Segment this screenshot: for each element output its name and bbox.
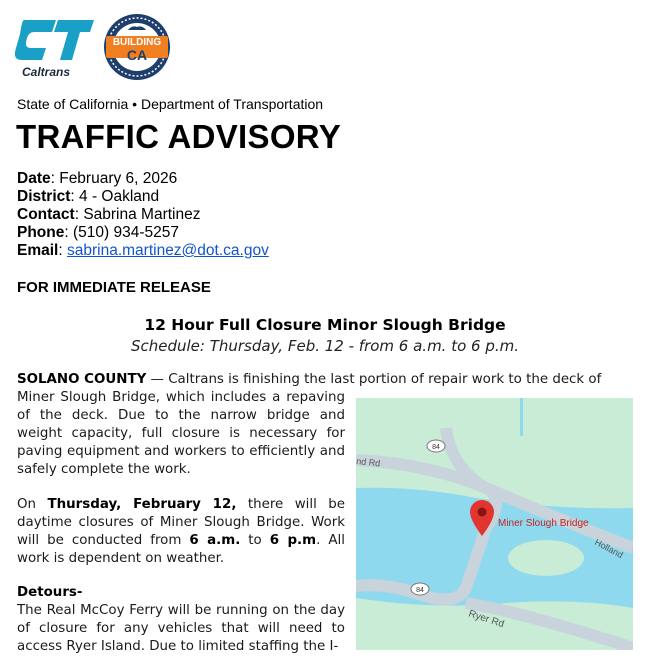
map-island xyxy=(508,540,584,576)
date-line xyxy=(17,170,177,188)
p2-text-c: to xyxy=(240,533,270,548)
phone-label: Phone xyxy=(17,224,65,241)
date-value: : February 6, 2026 xyxy=(50,170,178,187)
advisory-title: TRAFFIC ADVISORY xyxy=(16,118,342,155)
route-shield-bottom-label: 84 xyxy=(416,587,424,594)
route-shield-top-icon xyxy=(427,440,445,452)
phone-line xyxy=(17,224,179,242)
p2-text-a: On xyxy=(17,497,48,512)
map-canal xyxy=(520,398,523,436)
paragraph-1-line-1-text: — Caltrans is finishing the last portion of repair work to the deck of xyxy=(146,372,602,387)
paragraph-3: The Real McCoy Ferry will be running on the day of closure for any vehicles that will need to access Ryer Island. Due to limited staffing the I- xyxy=(17,603,345,654)
district-value: : 4 - Oakland xyxy=(70,188,160,205)
contact-label: Contact xyxy=(17,206,75,223)
p2-text-b: there will be daytime closures of Miner Slough Bridge. Work will be conducted from xyxy=(17,497,345,548)
schedule-line: Schedule: Thursday, Feb. 12 - from 6 a.m. to 6 p.m. xyxy=(130,337,520,355)
route-shield-bottom-icon xyxy=(411,583,429,595)
p2-text-d: . All work is dependent on weather. xyxy=(17,533,345,566)
email-label: Email xyxy=(17,242,59,259)
date-label: Date xyxy=(17,170,51,187)
map-road-label-ryer: Ryer Rd xyxy=(467,608,506,631)
release-line: FOR IMMEDIATE RELEASE xyxy=(17,279,211,296)
caltrans-ct-mark xyxy=(15,20,94,60)
paragraph-2 xyxy=(17,496,345,568)
p2-date: Thursday, February 12, xyxy=(47,497,237,512)
map-pin-label: Miner Slough Bridge xyxy=(498,518,589,529)
caltrans-logo xyxy=(14,12,96,80)
p2-end-time: 6 p.m xyxy=(269,533,317,548)
building-ca-logo xyxy=(102,12,172,82)
map-road-label-top: nd Rd xyxy=(356,456,381,469)
district-label: District xyxy=(17,188,71,205)
location-map xyxy=(356,398,633,650)
building-ca-top-text: BUILDING xyxy=(112,37,162,48)
caltrans-wordmark: Caltrans xyxy=(22,65,71,79)
phone-value: : (510) 934-5257 xyxy=(64,224,179,241)
p2-start-time: 6 a.m. xyxy=(189,533,241,548)
paragraph-1-rest: Miner Slough Bridge, which includes a repaving of the deck. Due to the narrow bridge and weight capacity, full closure is necessary for paving equipment and workers to efficiently and safely complete the work. xyxy=(17,390,345,477)
dateline-county: SOLANO COUNTY xyxy=(17,372,147,387)
building-ca-bottom-text: CA xyxy=(126,47,148,63)
email-line xyxy=(17,242,269,260)
route-shield-top-label: 84 xyxy=(432,444,440,451)
detours-heading: Detours- xyxy=(17,585,83,600)
contact-line xyxy=(17,206,200,224)
department-line: State of California • Department of Transportation xyxy=(17,96,324,112)
paragraph-1-first-line xyxy=(17,371,633,389)
contact-value: : Sabrina Martinez xyxy=(74,206,201,223)
map-road-label-holland: Holland xyxy=(593,536,625,561)
headline: 12 Hour Full Closure Minor Slough Bridge xyxy=(144,316,506,334)
email-separator: : xyxy=(58,242,67,259)
email-link[interactable]: sabrina.martinez@dot.ca.gov xyxy=(66,242,269,259)
district-line xyxy=(17,188,159,206)
